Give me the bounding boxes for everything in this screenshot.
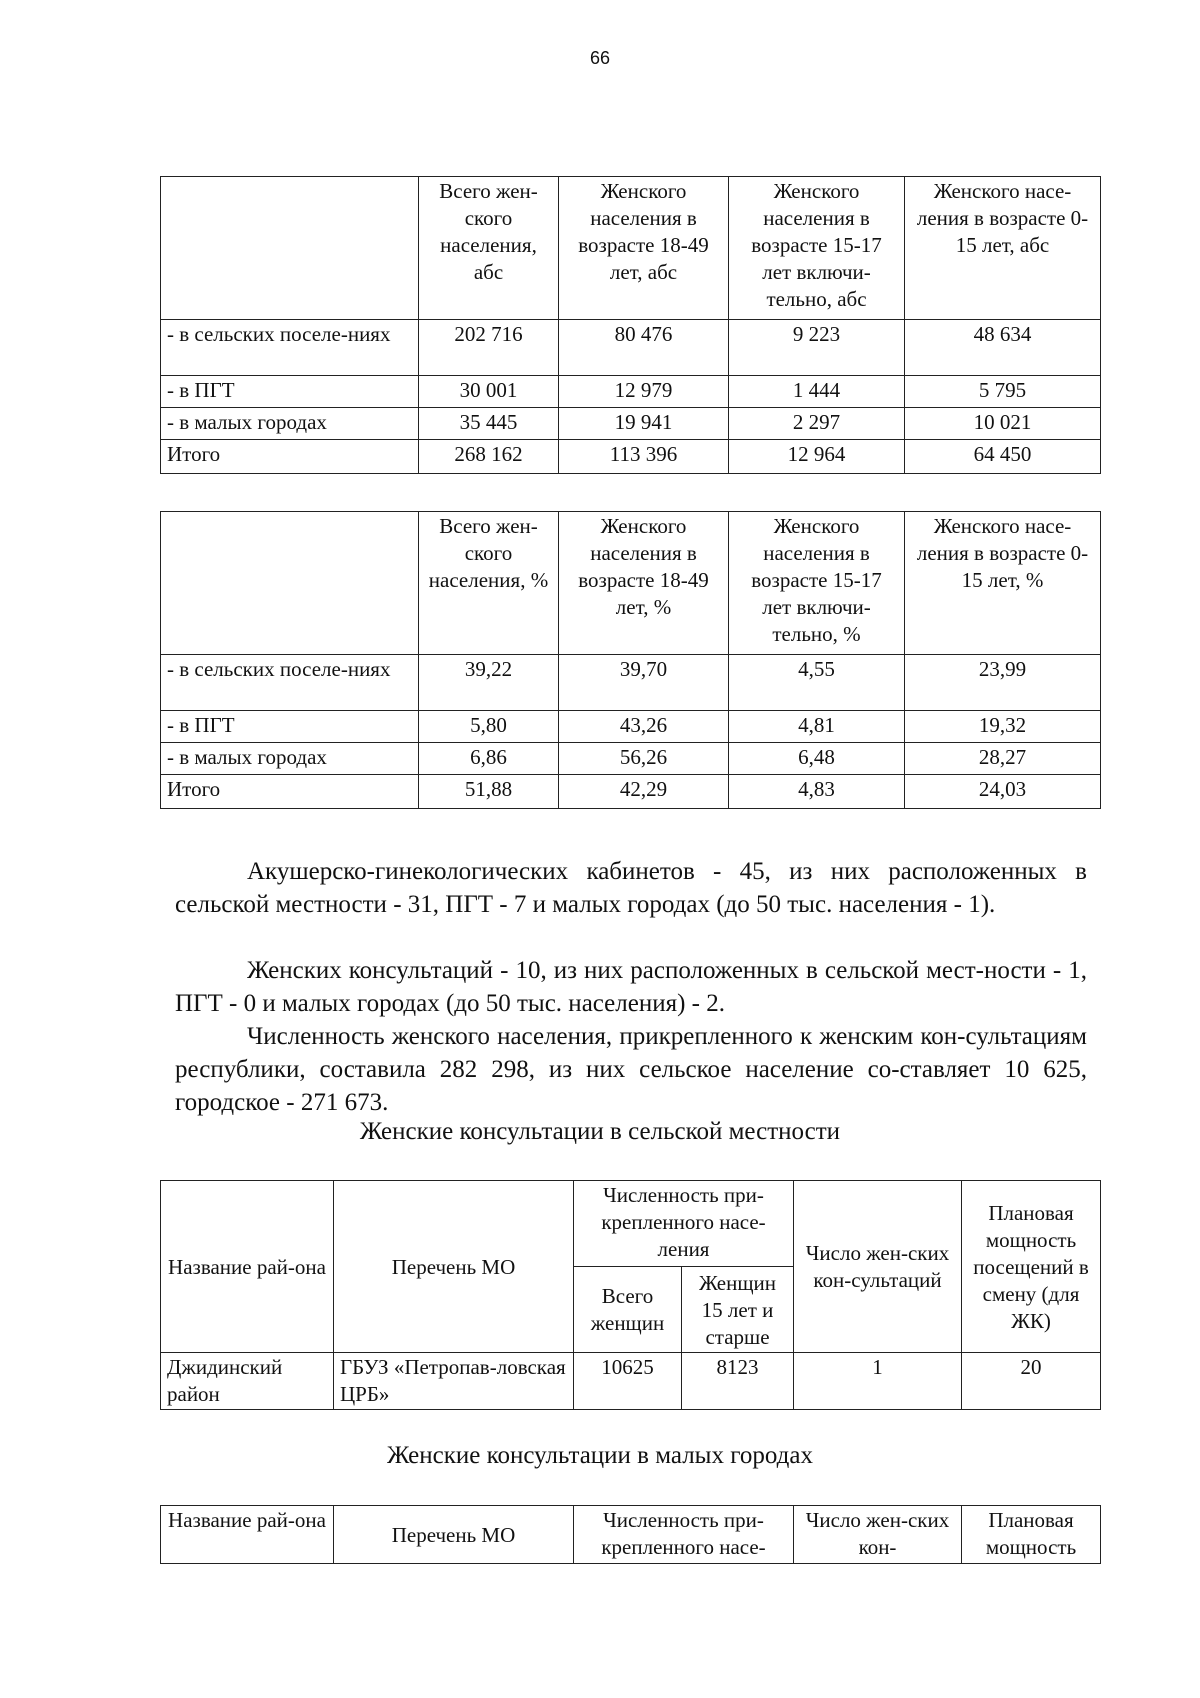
header-cell: Женского населения в возрасте 15-17 лет включи-тельно, абс: [729, 177, 905, 320]
table-cell: 4,55: [729, 655, 905, 711]
header-cell: Женского населения в возрасте 15-17 лет включи-тельно, %: [729, 512, 905, 655]
table-row: [161, 408, 1101, 440]
table-row: [161, 655, 1101, 711]
table-cell: Джидинский район: [161, 1353, 334, 1410]
small-towns-consultations-table: [160, 1505, 1101, 1564]
female-population-pct-table: [160, 511, 1101, 809]
table-cell: 24,03: [905, 775, 1101, 809]
table-cell: 4,81: [729, 711, 905, 743]
table-cell: 9 223: [729, 320, 905, 376]
table-cell: 30 001: [419, 376, 559, 408]
header-cell: Перечень МО: [334, 1181, 574, 1353]
table-cell: 39,22: [419, 655, 559, 711]
table-cell: 2 297: [729, 408, 905, 440]
caption-rural: Женские консультации в сельской местности: [359, 1118, 841, 1145]
header-cell: Всего женщин: [574, 1267, 682, 1353]
row-label: - в малых городах: [161, 743, 419, 775]
table-cell: 51,88: [419, 775, 559, 809]
header-cell: Число жен-ских кон-: [794, 1506, 962, 1564]
table-row: [161, 376, 1101, 408]
table-cell: 5,80: [419, 711, 559, 743]
header-cell: Женского населения в возрасте 18-49 лет, %: [559, 512, 729, 655]
table-header-row: [161, 177, 1101, 320]
header-cell: Название рай-она: [161, 1181, 334, 1353]
header-cell: Перечень МО: [334, 1506, 574, 1564]
row-label: - в ПГТ: [161, 711, 419, 743]
table-cell: 23,99: [905, 655, 1101, 711]
row-label: Итого: [161, 775, 419, 809]
table-header-row: [161, 1181, 1101, 1267]
table-row-total: [161, 775, 1101, 809]
table-cell: 64 450: [905, 440, 1101, 474]
table-cell: 12 979: [559, 376, 729, 408]
table-cell: 268 162: [419, 440, 559, 474]
table-cell: 20: [962, 1353, 1101, 1410]
paragraph-text: Численность женского населения, прикрепленного к женским кон-сультациям республики, составила 282 298, из них сельское население со-ставляет 10 625, городское - 271 673.: [175, 1023, 1087, 1116]
header-cell: Всего жен-ского населения, %: [419, 512, 559, 655]
table-cell: 113 396: [559, 440, 729, 474]
table-header-row: [161, 1506, 1101, 1564]
header-cell: Всего жен-ского населения, абс: [419, 177, 559, 320]
header-cell: Численность при-крепленного насе-: [574, 1506, 794, 1564]
header-cell: Женского насе-ления в возрасте 0-15 лет, %: [905, 512, 1101, 655]
table-cell: 43,26: [559, 711, 729, 743]
female-population-abs-table: [160, 176, 1101, 474]
table-row: [161, 711, 1101, 743]
header-cell: Плановая мощность посещений в смену (для ЖК): [962, 1181, 1101, 1353]
header-cell: Плановая мощность: [962, 1506, 1101, 1564]
table-cell: 48 634: [905, 320, 1101, 376]
table-cell: 10625: [574, 1353, 682, 1410]
row-label: - в ПГТ: [161, 376, 419, 408]
header-cell: Название рай-она: [161, 1506, 334, 1564]
row-label: - в сельских поселе-ниях: [161, 655, 419, 711]
header-cell: [161, 512, 419, 655]
table-row-total: [161, 440, 1101, 474]
table-cell: 39,70: [559, 655, 729, 711]
header-cell: Число жен-ских кон-сультаций: [794, 1181, 962, 1353]
table-cell: 6,48: [729, 743, 905, 775]
table-cell: 35 445: [419, 408, 559, 440]
paragraph-womens-consultations: [175, 954, 1087, 1020]
paragraph-obgyn-cabinets: [175, 855, 1087, 921]
header-cell: [161, 177, 419, 320]
paragraph-text: Женских консультаций - 10, из них расположенных в сельской мест-ности - 1, ПГТ - 0 и малых городах (до 50 тыс. населения) - 2.: [175, 957, 1087, 1017]
row-label: - в сельских поселе-ниях: [161, 320, 419, 376]
paragraph-attached-population: [175, 1020, 1087, 1119]
table-cell: 202 716: [419, 320, 559, 376]
table-cell: 19 941: [559, 408, 729, 440]
table-row: [161, 320, 1101, 376]
table-cell: 42,29: [559, 775, 729, 809]
table-cell: 1: [794, 1353, 962, 1410]
table-cell: 19,32: [905, 711, 1101, 743]
header-cell: Численность при-крепленного насе-ления: [574, 1181, 794, 1267]
table-cell: 80 476: [559, 320, 729, 376]
caption-small-towns: Женские консультации в малых городах: [387, 1442, 813, 1469]
paragraph-text: Акушерско-гинекологических кабинетов - 45, из них расположенных в сельской местности - 31, ПГТ - 7 и малых городах (до 50 тыс. населения - 1).: [175, 858, 1087, 918]
header-cell: Женщин 15 лет и старше: [682, 1267, 794, 1353]
table-cell: 5 795: [905, 376, 1101, 408]
table-row: [161, 1353, 1101, 1410]
table-cell: 10 021: [905, 408, 1101, 440]
table-cell: 4,83: [729, 775, 905, 809]
rural-consultations-table: [160, 1180, 1101, 1410]
table-header-row: [161, 512, 1101, 655]
table-cell: 28,27: [905, 743, 1101, 775]
table-cell: 6,86: [419, 743, 559, 775]
table-cell: 8123: [682, 1353, 794, 1410]
header-cell: Женского населения в возрасте 18-49 лет, абс: [559, 177, 729, 320]
header-cell: Женского насе-ления в возрасте 0-15 лет, абс: [905, 177, 1101, 320]
table-cell: 1 444: [729, 376, 905, 408]
row-label: Итого: [161, 440, 419, 474]
table-cell: ГБУЗ «Петропав-ловская ЦРБ»: [334, 1353, 574, 1410]
page-number: 66: [589, 48, 611, 68]
row-label: - в малых городах: [161, 408, 419, 440]
table-cell: 12 964: [729, 440, 905, 474]
table-cell: 56,26: [559, 743, 729, 775]
table-row: [161, 743, 1101, 775]
